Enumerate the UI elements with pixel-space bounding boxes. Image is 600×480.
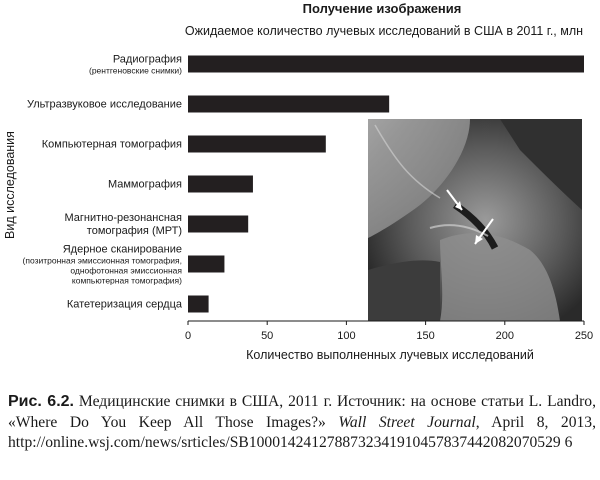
category-labels bbox=[23, 54, 183, 311]
category-label: Магнитно-резонансная bbox=[64, 212, 182, 224]
bar-2 bbox=[188, 136, 326, 153]
bar-6 bbox=[188, 296, 209, 313]
bar-5 bbox=[188, 256, 224, 273]
caption-citation: , April 8, 2013, http://online.wsj.com/news/srticles/SB1000142412788732341910457837442082070529 6 bbox=[8, 413, 597, 451]
knee-mri-photo bbox=[368, 119, 582, 321]
category-label: Катетеризация сердца bbox=[66, 298, 182, 311]
x-tick-label: 200 bbox=[495, 330, 514, 342]
caption-source-journal: Wall Street Journal bbox=[338, 413, 476, 431]
category-label: Радиография bbox=[112, 53, 182, 66]
bar-1 bbox=[188, 96, 389, 113]
x-axis-ticks bbox=[185, 321, 593, 342]
category-sublabel: (позитронная эмиссионная томография, bbox=[22, 255, 182, 266]
x-axis-label: Количество выполненных лучевых исследований bbox=[246, 348, 534, 362]
category-sublabel: однофотонная эмиссионная bbox=[70, 265, 182, 276]
figure-caption bbox=[8, 392, 596, 454]
category-label: Компьютерная томография bbox=[41, 138, 182, 151]
x-tick-label: 0 bbox=[184, 330, 192, 342]
bar-3 bbox=[188, 176, 253, 193]
caption-text: Медицинские снимки в США, 2011 г. Источник: на основе статьи L. Landro, «Where Do You Keep All Those Images?» bbox=[8, 393, 596, 431]
caption-label: Рис. 6.2. bbox=[8, 393, 74, 410]
category-label: Маммография bbox=[107, 178, 182, 191]
x-tick-label: 50 bbox=[261, 330, 274, 342]
category-label: Ядерное сканирование bbox=[62, 243, 182, 256]
category-label: томография (МРТ) bbox=[86, 225, 182, 237]
x-tick-label: 250 bbox=[574, 330, 594, 342]
category-sublabel: компьютерная томография) bbox=[71, 275, 182, 286]
chart-title: Получение изображения bbox=[302, 1, 462, 16]
category-label: Ультразвуковое исследование bbox=[26, 98, 182, 111]
chart-subtitle: Ожидаемое количество лучевых исследований в США в 2011 г., млн bbox=[184, 24, 584, 38]
bar-0 bbox=[188, 56, 584, 73]
x-tick-label: 150 bbox=[416, 330, 435, 342]
y-axis-label: Вид исследования bbox=[3, 131, 17, 239]
bar-4 bbox=[188, 216, 248, 233]
category-sublabel: (рентгеновские снимки) bbox=[89, 65, 182, 76]
x-tick-label: 100 bbox=[337, 330, 356, 342]
